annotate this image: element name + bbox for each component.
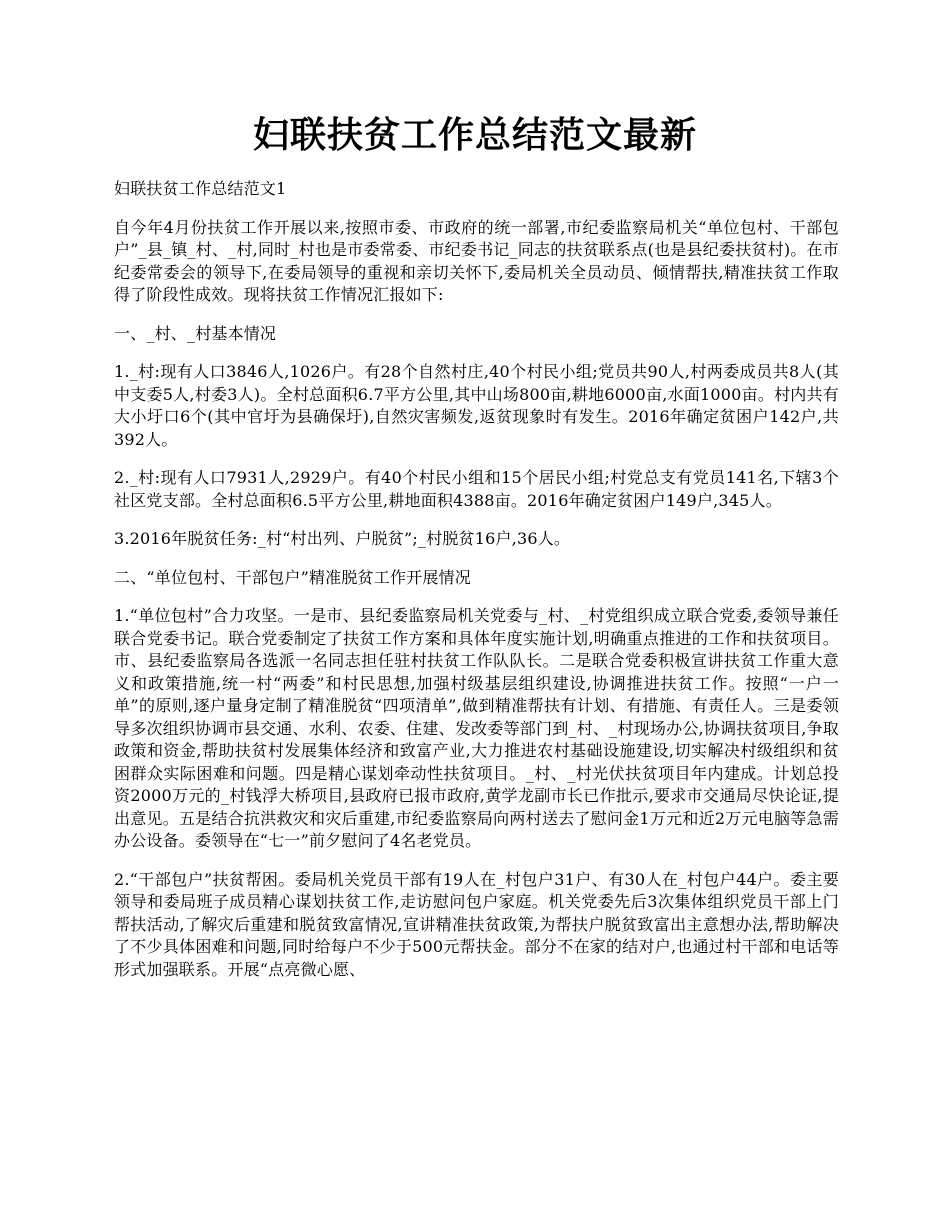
section-heading-2: 二、“单位包村、干部包户”精准脱贫工作开展情况 xyxy=(114,567,471,587)
document-title: 妇联扶贫工作总结范文最新 xyxy=(252,114,697,156)
paragraph-task-2016: 3.2016年脱贫任务:_村“村出列、户脱贫”;_村脱贫16户,36人。 xyxy=(114,529,571,548)
paragraph-unit-village: 1.“单位包村”合力攻坚。一是市、县纪委监察局机关党委与_村、_村党组织成立联合党委,委领导兼任联合党委书记。联合党委制定了扶贫工作方案和具体年度实施计划,明确重点推进的工作和扶贫项目。市、县纪委监察局各选派一名同志担任驻村扶贫工作队队长。二是联合党委积极宣讲扶贫工作重大意义和政策措施,统一村“两委”和村民思想,加强村级基层组织建设,协调推进扶贫工作。按照“一户一单”的原则,逐户量身定制了精准脱贫“四项清单”,做到精准帮扶有计划、有措施、有责任人。三是委领导多次组织协调市县交通、水利、农委、住建、发改委等部门到_村、_村现场办公,协调扶贫项目,争取政策和资金,帮助扶贫村发展集体经济和致富产业,大力推进农村基础设施建设,切实解决村级组织和贫困群众实际困难和问题。四是精心谋划牵动性扶贫项目。_村、_村光伏扶贫项目年内建成。计划总投资2000万元的_村钱浮大桥项目,县政府已报市政府,黄学龙副市长已作批示,要求市交通局尽快论证,提出意见。五是结合抗洪救灾和灾后重建,市纪委监察局向两村送去了慰问金1万元和近2万元电脑等急需办公设备。委领导在“七一”前夕慰问了4名老党员。 xyxy=(114,606,839,850)
section-subtitle: 妇联扶贫工作总结范文1 xyxy=(114,179,287,198)
paragraph-village-1: 1._村:现有人口3846人,1026户。有28个自然村庄,40个村民小组;党员共90人,村两委成员共8人(其中支委5人,村委3人)。全村总面积6.7平方公里,其中山场800亩,耕地6000亩,水面1000亩。村内共有大小圩口6个(其中官圩为县确保圩),自然灾害频发,返贫现象时有发生。2016年确定贫困户142户,共392人。 xyxy=(114,362,839,449)
paragraph-cadre-household: 2.“干部包户”扶贫帮困。委局机关党员干部有19人在_村包户31户、有30人在_村包户44户。委主要领导和委局班子成员精心谋划扶贫工作,走访慰问包户家庭。机关党委先后3次集体组织党员干部上门帮扶活动,了解灾后重建和脱贫致富情况,宣讲精准扶贫政策,为帮扶户脱贫致富出主意想办法,帮助解决了不少具体困难和问题,同时给每户不少于500元帮扶金。部分不在家的结对户,也通过村干部和电话等形式加强联系。开展“点亮微心愿、 xyxy=(114,869,839,979)
document-body xyxy=(114,178,839,997)
section-heading-1: 一、_村、_村基本情况 xyxy=(114,323,277,343)
intro-paragraph: 自今年4月份扶贫工作开展以来,按照市委、市政府的统一部署,市纪委监察局机关“单位包村、干部包户”_县_镇_村、_村,同时_村也是市委常委、市纪委书记_同志的扶贫联系点(也是县纪委扶贫村)。在市纪委常委会的领导下,在委局领导的重视和亲切关怀下,委局机关全员动员、倾情帮扶,精准扶贫工作取得了阶段性成效。现将扶贫工作情况汇报如下: xyxy=(114,217,839,304)
paragraph-village-2: 2._村:现有人口7931人,2929户。有40个村民小组和15个居民小组;村党总支有党员141名,下辖3个社区党支部。全村总面积6.5平方公里,耕地面积4388亩。2016年确定贫困户149户,345人。 xyxy=(114,468,839,510)
